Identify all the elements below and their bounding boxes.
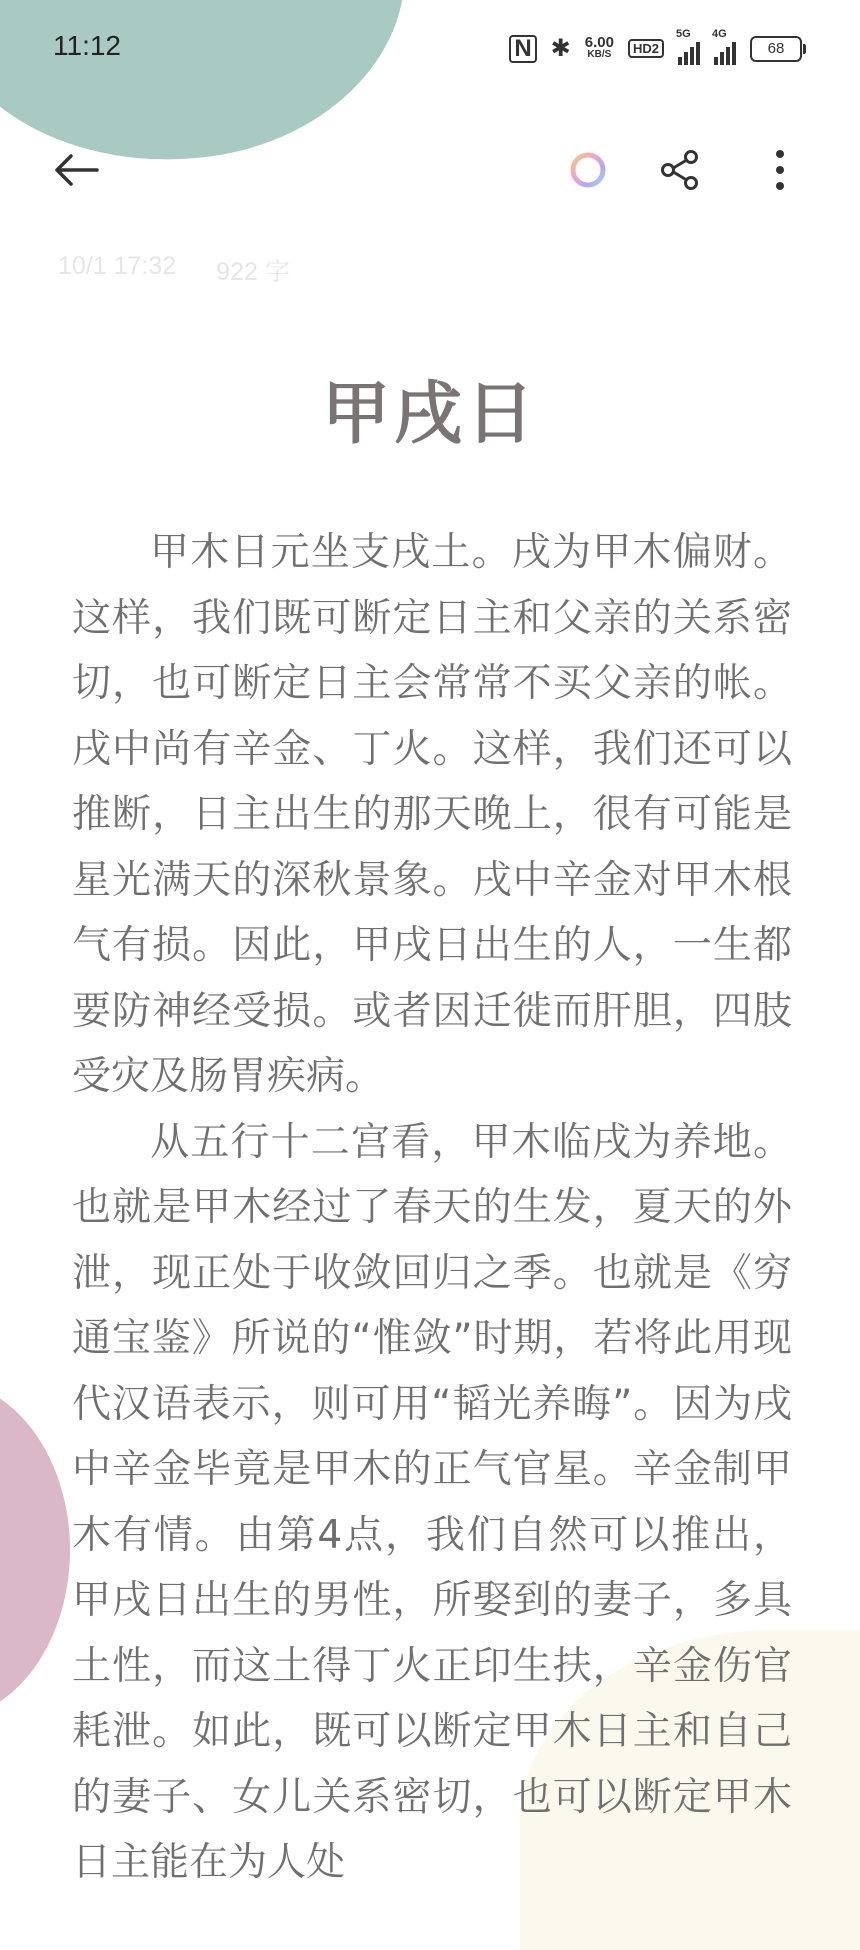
more-vertical-icon (772, 148, 788, 192)
more-options-button[interactable] (752, 142, 808, 198)
note-title: 甲戌日 (321, 374, 538, 454)
network-speed-value: 6.00 (584, 33, 614, 51)
color-ring-icon (568, 150, 608, 190)
theme-color-button[interactable] (560, 142, 616, 198)
nfc-icon: N (509, 35, 536, 63)
note-meta (58, 252, 290, 288)
signal-4g-label: 4G (712, 28, 727, 40)
share-button[interactable] (652, 142, 708, 198)
bluetooth-icon: ✱ (550, 35, 571, 62)
network-speed-unit: KB/S (587, 48, 612, 60)
hd-voice-icon: HD2 (628, 39, 664, 58)
back-arrow-icon (53, 153, 99, 187)
signal-5g-label: 5G (676, 28, 691, 40)
signal-4g-icon (712, 28, 736, 65)
signal-5g-icon (676, 28, 700, 65)
note-toolbar (0, 120, 860, 220)
status-bar (0, 0, 860, 100)
note-paragraph: 从五行十二宫看，甲木临戌为养地。也就是甲木经过了春天的生发，夏天的外泄，现正处于收敛回归之季。也就是《穷通宝鉴》所说的“惟敛”时期，若将此用现代汉语表示，则可用“韬光养晦”。因为戌中辛金毕竟是甲木的正气官星。辛金制甲木有情。由第4点，我们自然可以推出，甲戌日出生的男性，所娶到的妻子，多具土性，而这土得丁火正印生扶，辛金伤官耗泄。如此，既可以断定甲木日主和自己的妻子、女儿关系密切，也可以断定甲木日主能在为人处 (72, 1119, 792, 1885)
battery-icon: 68 (750, 36, 802, 62)
network-speed (584, 33, 614, 61)
decor-pink-blob (0, 1380, 70, 1720)
note-body[interactable] (72, 520, 792, 1896)
note-date: 10/1 17:32 (58, 252, 177, 280)
share-icon (658, 148, 702, 192)
status-icons (509, 28, 802, 65)
status-time: 11:12 (53, 30, 121, 61)
note-paragraph: 甲木日元坐支戌土。戌为甲木偏财。这样，我们既可断定日主和父亲的关系密切，也可断定日主会常常不买父亲的帐。戌中尚有辛金、丁火。这样，我们还可以推断，日主出生的那天晚上，很有可能是星光满天的深秋景象。戌中辛金对甲木根气有损。因此，甲戌日出生的人，一生都要防神经受损。或者因迁徙而肝胆，四肢受灾及肠胃疾病。 (72, 530, 792, 1099)
back-button[interactable] (48, 142, 104, 198)
note-word-count: 922 字 (216, 258, 290, 286)
